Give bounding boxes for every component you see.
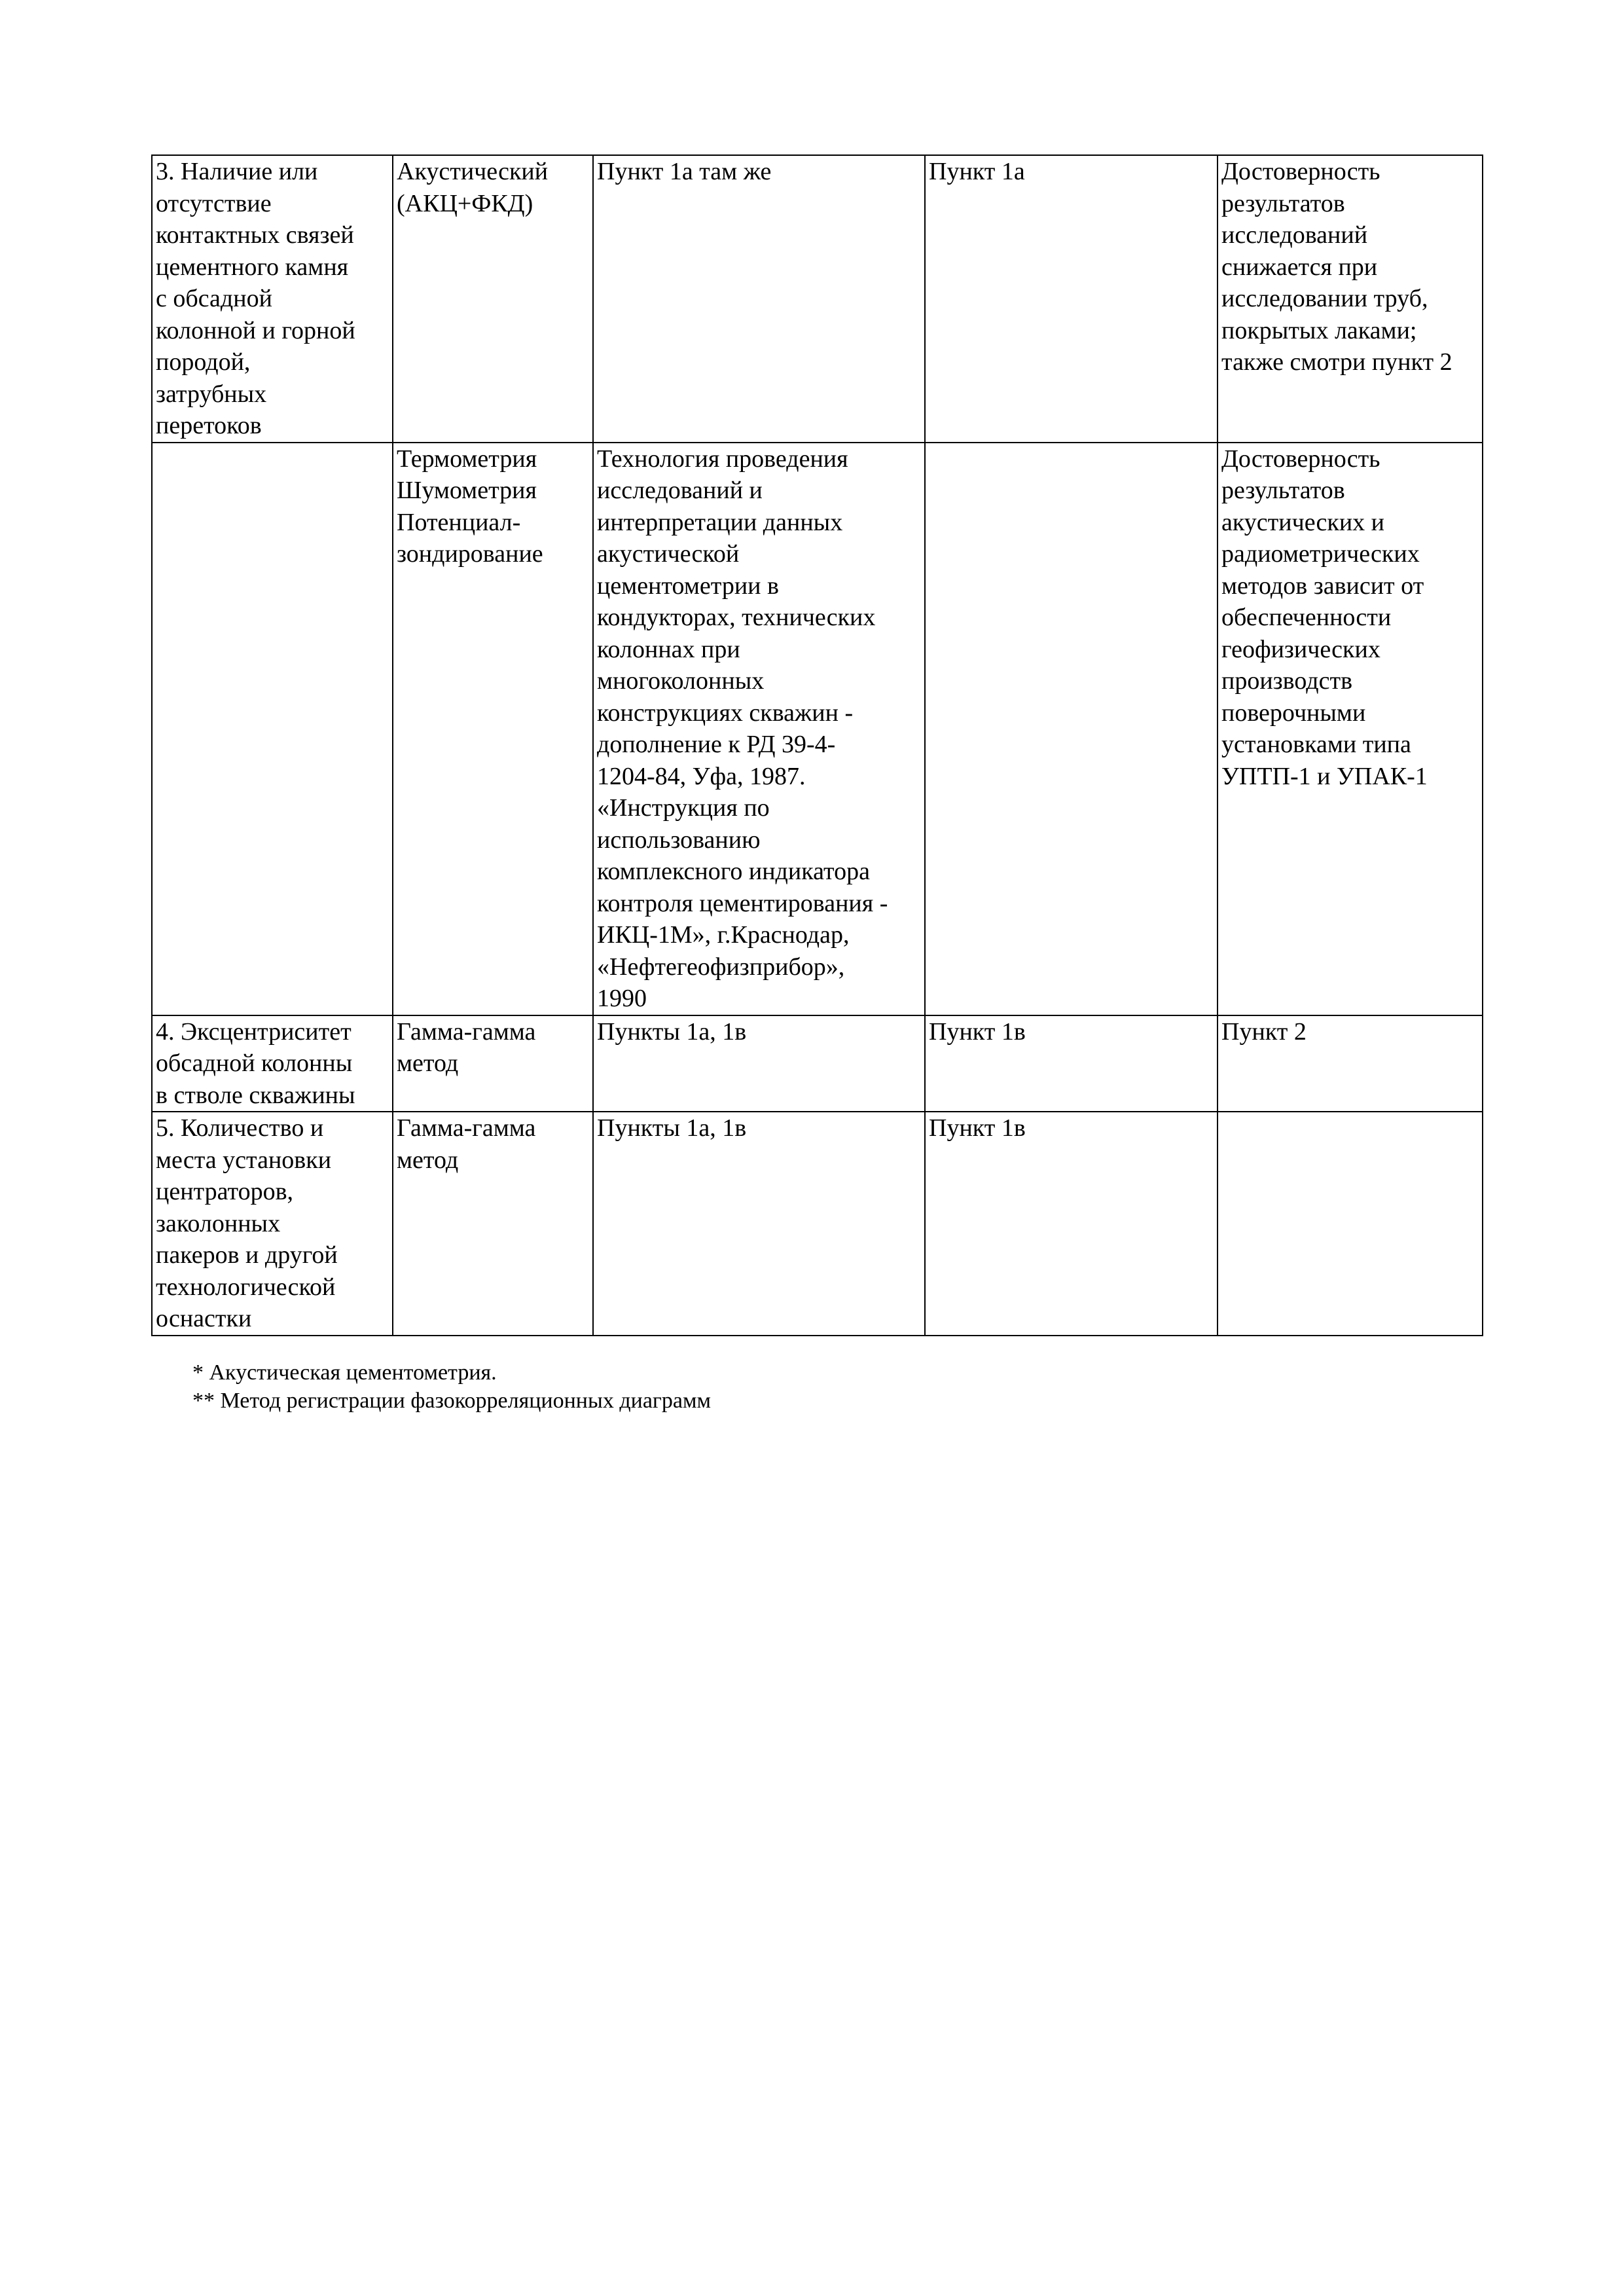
table-row — [152, 155, 1483, 443]
table-row — [152, 443, 1483, 1015]
table-cell-method: Акустический (АКЦ+ФКД) — [393, 155, 593, 443]
table-cell-reference — [925, 443, 1218, 1015]
table-cell-method: Термометрия Шумометрия Потенциал- зондирование — [393, 443, 593, 1015]
table-row — [152, 1015, 1483, 1112]
table-cell-method: Гамма-гамма метод — [393, 1112, 593, 1336]
footnote-phase-correlation-method: ** Метод регистрации фазокорреляционных диаграмм — [192, 1389, 711, 1413]
footnotes — [192, 1358, 711, 1415]
table-cell-parameter — [152, 443, 393, 1015]
table-cell-notes: Пункт 2 — [1218, 1015, 1483, 1112]
table-cell-document: Технология проведения исследований и интерпретации данных акустической цементометрии в кондукторах, технических колоннах при многоколонных конструкциях скважин - дополнение к РД 39-4- 1204-84, Уфа, 1987. «Инструкция по использованию комплексного индикатора контроля цементирования - ИКЦ-1М», г.Краснодар, «Нефтегеофизприбор», 1990 — [593, 443, 925, 1015]
table-cell-document: Пункты 1а, 1в — [593, 1015, 925, 1112]
table-cell-document: Пункт 1а там же — [593, 155, 925, 443]
table-cell-parameter: 5. Количество и места установки центраторов, заколонных пакеров и другой технологической оснастки — [152, 1112, 393, 1336]
table-cell-notes — [1218, 1112, 1483, 1336]
table-cell-reference: Пункт 1а — [925, 155, 1218, 443]
table-cell-notes: Достоверность результатов исследований снижается при исследовании труб, покрытых лаками; также смотри пункт 2 — [1218, 155, 1483, 443]
table-cell-notes: Достоверность результатов акустических и радиометрических методов зависит от обеспеченности геофизических производств поверочными установками типа УПТП-1 и УПАК-1 — [1218, 443, 1483, 1015]
table-cell-document: Пункты 1а, 1в — [593, 1112, 925, 1336]
table-cell-parameter: 4. Эксцентриситет обсадной колонны в стволе скважины — [152, 1015, 393, 1112]
footnote-acoustic-cementometry: * Акустическая цементометрия. — [192, 1360, 497, 1385]
table-cell-reference: Пункт 1в — [925, 1112, 1218, 1336]
table-cell-reference: Пункт 1в — [925, 1015, 1218, 1112]
methods-table — [151, 155, 1483, 1336]
table-row — [152, 1112, 1483, 1336]
table-cell-method: Гамма-гамма метод — [393, 1015, 593, 1112]
table-cell-parameter: 3. Наличие или отсутствие контактных связей цементного камня с обсадной колонной и горной породой, затрубных перетоков — [152, 155, 393, 443]
